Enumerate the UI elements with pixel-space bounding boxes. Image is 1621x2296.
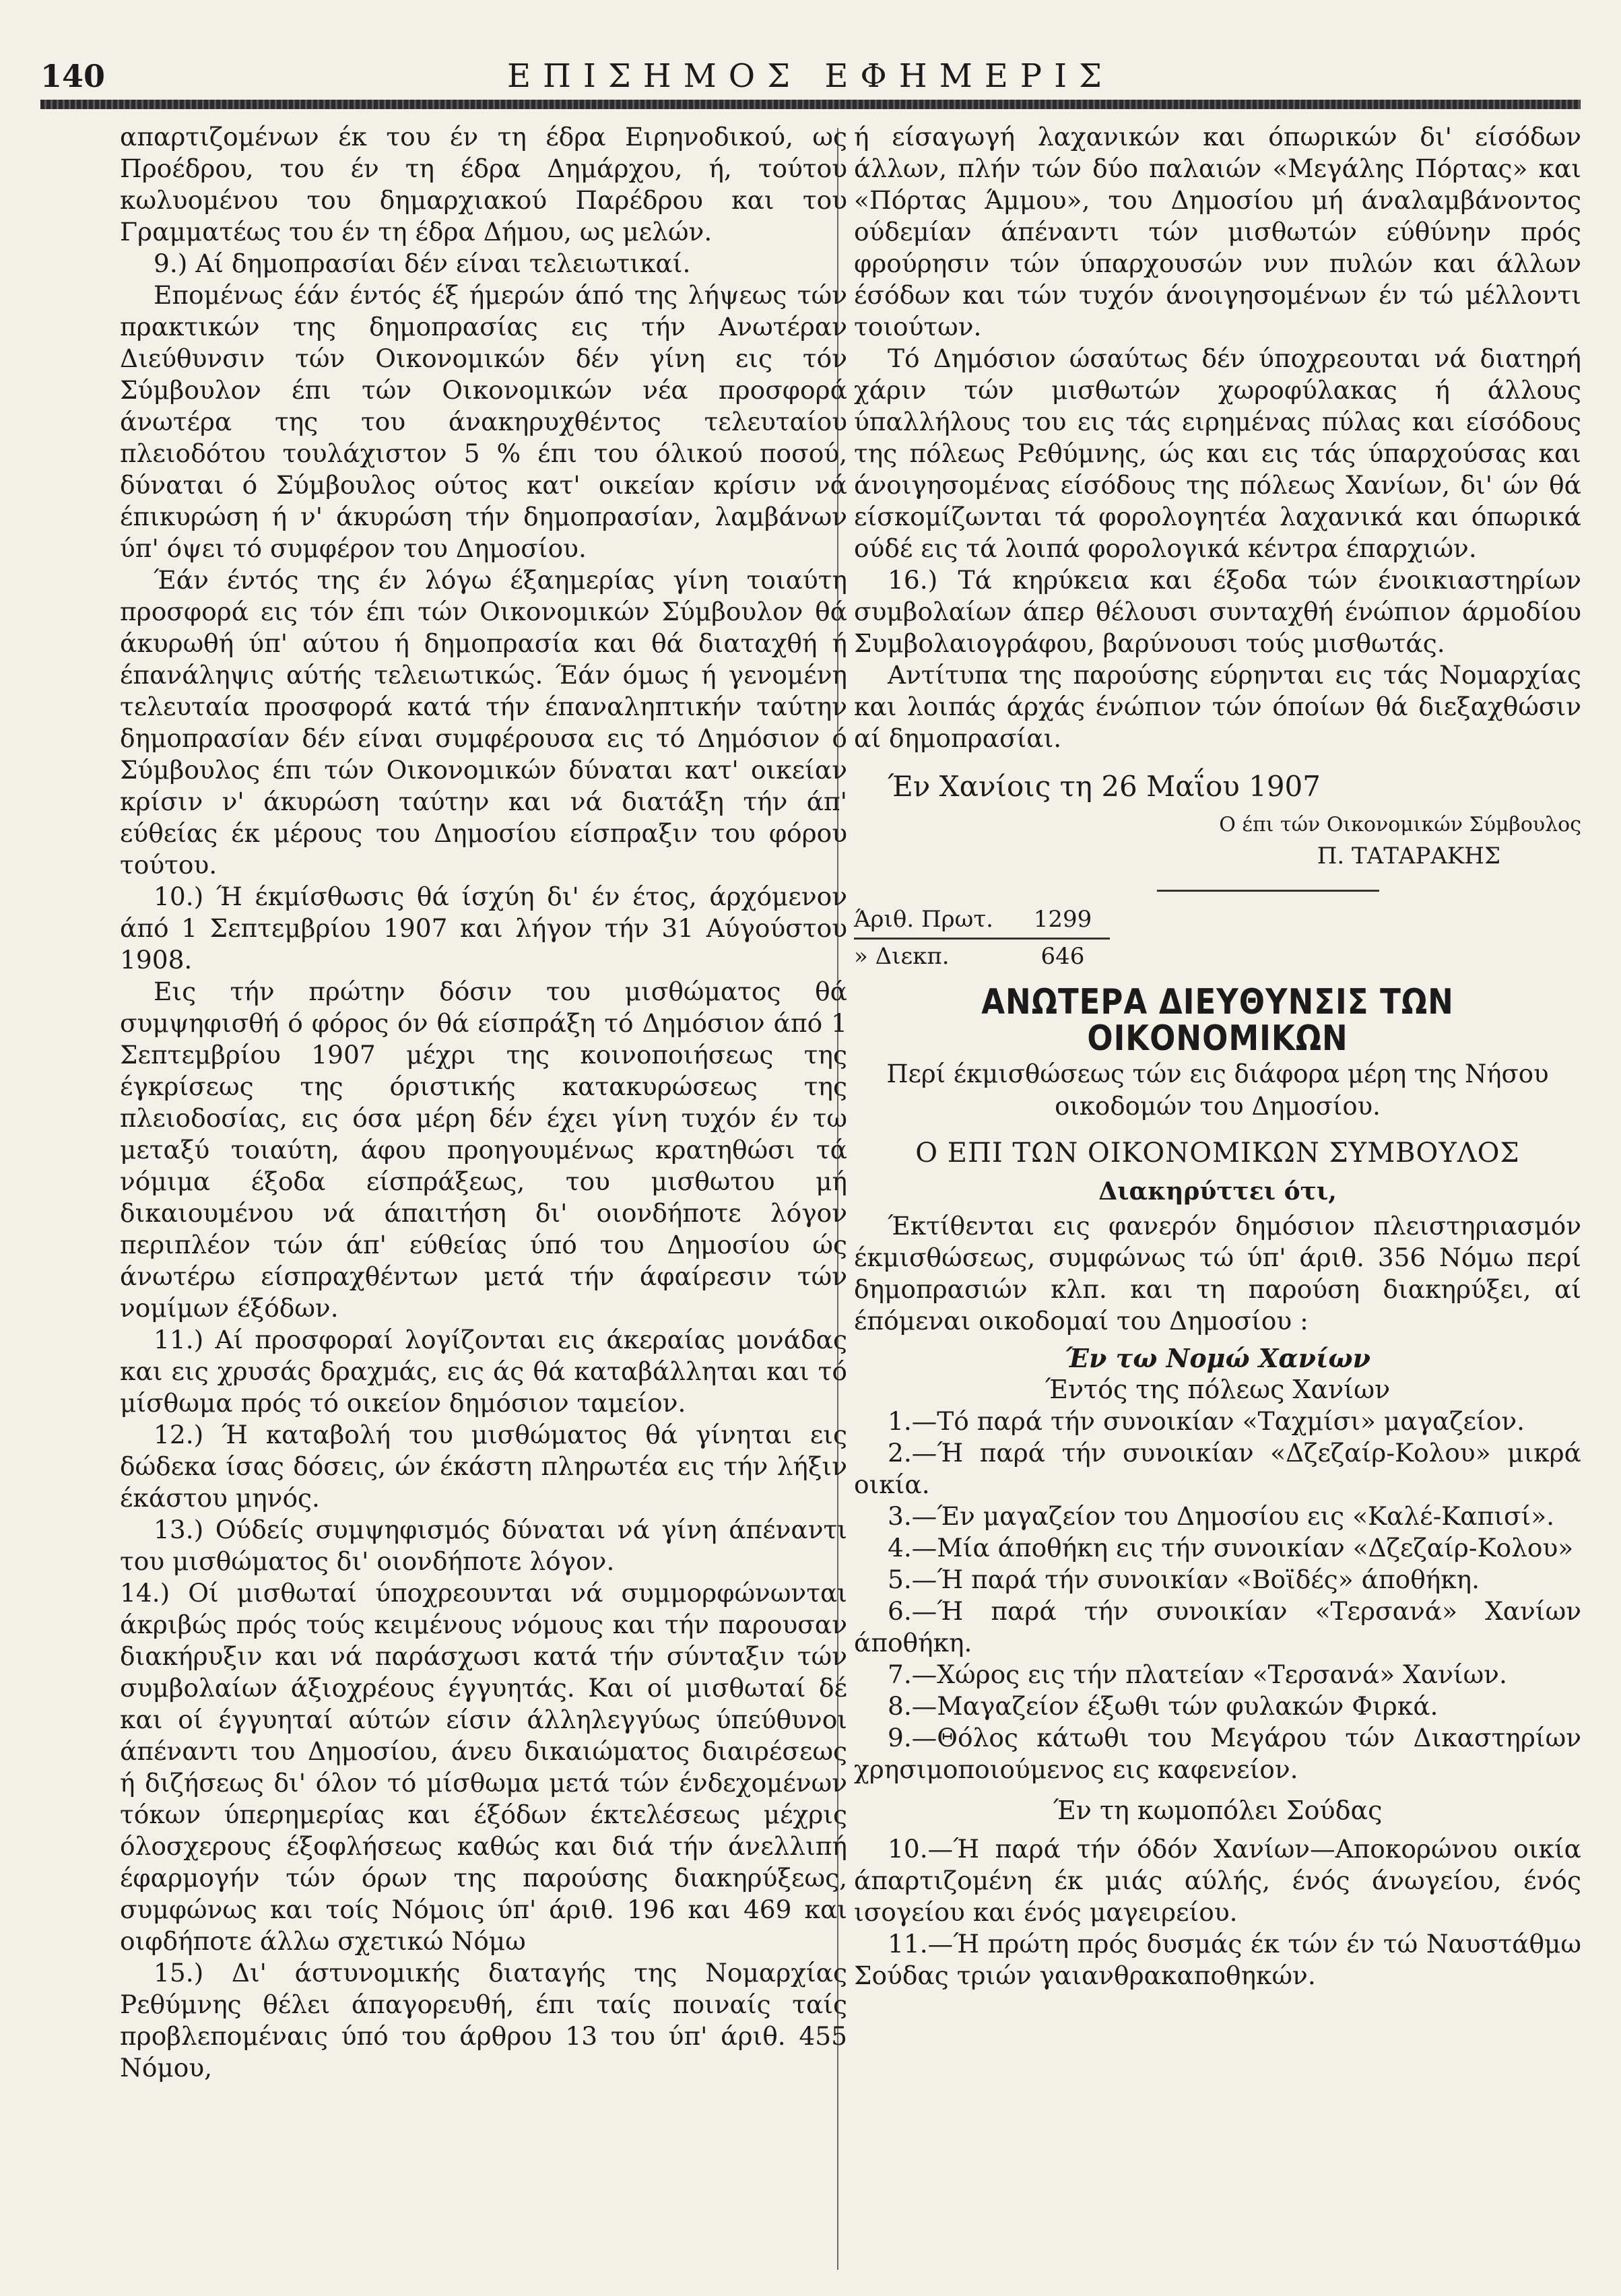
- nome-heading: Έν τω Νομώ Χανίων: [1065, 1343, 1370, 1373]
- header-rule: [40, 100, 1581, 109]
- paragraph: 5.—Ή παρά τήν συνοικίαν «Βοϊδές» άποθήκη.: [888, 1565, 1480, 1594]
- journal-title: ΕΠΙΣΗΜΟΣ ΕΦΗΜΕΡΙΣ: [507, 57, 1114, 95]
- page-number: 140: [40, 58, 106, 94]
- paragraph: απαρτιζομένων έκ του έν τη έδρα Ειρηνοδικού, ως Προέδρου, του έν τη έδρα Δημάρχου, ή, τούτου κωλυομένου του δημαρχιακού Παρέδρου και του Γραμματέως του έν τη έδρα Δήμου, ως μελών.: [120, 122, 847, 247]
- date-line: Έν Χανίοις τη 26 Μαΐου 1907: [888, 770, 1321, 803]
- property-list-chania: [854, 1406, 1581, 1785]
- intro-paragraph: Έκτίθενται εις φανερόν δημόσιον πλειστηριασμόν έκμισθώσεως, συμφώνως τώ ύπ' άριθ. 356 Νόμω περί δημοπρασιών κλπ. και τη παρούση διακηρύξει, αί έπόμεναι οικοδομαί του Δημοσίου :: [854, 1211, 1581, 1336]
- signer-name: Π. ΤΑΤΑΡΑΚΗΣ: [1317, 843, 1500, 870]
- paragraph: Έάν έντός της έν λόγω έξαημερίας γίνη τοιαύτη προσφορά εις τόν έπι τών Οικονομικών Σύμβουλον θά άκυρωθή ύπ' αύτου ή δημοπρασία και θά διαταχθή ή έπανάληψις αύτής τελειωτικώς. Έάν όμως ή γενομένη τελευταία προσφορά κατά τήν έπαναληπτικήν ταύτην δημοπρασίαν δέν είναι συμφέρουσα εις τό Δημόσιον ό Σύμβουλος έπι τών Οικονομικών δύναται κατ' οικείαν κρίσιν ν' άκυρώση ταύτην και νά διατάξη τήν άπ' εύθείας έκ μέρους του Δημοσίου είσπραξιν του φόρου τούτου.: [120, 565, 847, 880]
- paragraph: 1.—Τό παρά τήν συνοικίαν «Ταχμίσι» μαγαζείον.: [888, 1406, 1525, 1436]
- paragraph: 6.—Ή παρά τήν συνοικίαν «Τερσανά» Χανίων άποθήκη.: [854, 1596, 1581, 1658]
- paragraph: Τό Δημόσιον ώσαύτως δέν ύποχρεουται νά διατηρή χάριν τών μισθωτών χωροφύλακας ή άλλους ύπαλλήλους του εις τάς ειρημένας πύλας και είσόδους της πόλεως Ρεθύμνης, ώς και εις τάς ύπαρχούσας και άνοιγησομένας είσόδους της πόλεως Χανίων, δι' ών θά είσκομίζωνται τά φορολογητέα λαχανικά και όπωρικά ούδέ εις τά λοιπά φορολογικά κέντρα έπαρχιών.: [854, 343, 1581, 563]
- protocol-label: Άριθ. Πρωτ.: [854, 906, 993, 933]
- left-column: [120, 121, 847, 2084]
- paragraph: Αντίτυπα της παρούσης εύρηνται εις τάς Νομαρχίας και λοιπάς άρχάς ένώπιον τών όποίων θά διεξαχθώσιν αί δημοπρασίαι.: [854, 660, 1581, 753]
- paragraph: Επομένως έάν έντός έξ ήμερών άπό της λήψεως τών πρακτικών της δημοπρασίας εις τήν Ανωτέραν Διεύθυνσιν τών Οικονομικών δέν γίνη εις τόν Σύμβουλον έπι τών Οικονομικών νέα προσφορά άνωτέρα της του άνακηρυχθέντος τελευταίου πλειοδότου τουλάχιστον 5 % έπι του όλικού ποσού, δύναται ό Σύμβουλος ούτος κατ' οικείαν κρίσιν νά έπικυρώση ή ν' άκυρώση τήν δημοπρασίαν, λαμβάνων ύπ' όψει τό συμφέρον του Δημοσίου.: [120, 280, 847, 563]
- paragraph: ή είσαγωγή λαχανικών και όπωρικών δι' είσόδων άλλων, πλήν τών δύο παλαιών «Μεγάλης Πόρτας» και «Πόρτας Άμμου», του Δημοσίου μή άναλαμβάνοντος ούδεμίαν άπέναντι τών μισθωτών εύθύνην πρός φρούρησιν τών ύπαρχουσών νυν πυλών και άλλων έσόδων και τών τυχόν άνοιγησομένων έν τώ μέλλοντι τοιούτων.: [854, 122, 1581, 341]
- protocol-row: [854, 940, 1581, 973]
- separator-rule: [1157, 890, 1379, 892]
- paragraph: 11.—Ή πρώτη πρός δυσμάς έκ τών έν τώ Ναυστάθμω Σούδας τριών γαιανθρακαποθηκών.: [854, 1929, 1581, 1990]
- right-column: [854, 121, 1581, 1992]
- signer-title: Ο έπι τών Οικονομικών Σύμβουλος: [1219, 813, 1581, 837]
- paragraph: 15.) Δι' άστυνομικής διαταγής της Νομαρχίας Ρεθύμνης θέλει άπαγορευθή, έπι ταίς ποιναίς ταίς προβλεπομέναις ύπό του άρθρου 13 του ύπ' άριθ. 455 Νόμου,: [120, 1958, 847, 2082]
- section-subheading: Περί έκμισθώσεως τών εις διάφορα μέρη της Νήσου οικοδομών του Δημοσίου.: [886, 1059, 1549, 1121]
- paragraph: Εις τήν πρώτην δόσιν του μισθώματος θά συμψηφισθή ό φόρος όν θά είσπράξη τό Δημόσιον άπό 1 Σεπτεμβρίου 1907 μέχρι της κοινοποιήσεως της έγκρίσεως της όριστικής κατακυρώσεως της πλειοδοσίας, εις όσα μέρη δέν έχει γίνη τυχόν έν τω μεταξύ τοιαύτη, άφου προηγουμένως κρατηθώσι τά νόμιμα έξοδα είσπράξεως, του μισθωτου μή δικαιουμένου νά άπαιτήση δι' οιονδήποτε λόγον περιπλέον τών άπ' εύθείας ύπό του Δημοσίου ώς άνωτέρω είσπραχθέντων μετά τήν άφαίρεσιν τών νομίμων έξόδων.: [120, 977, 847, 1323]
- paragraph: 9.—Θόλος κάτωθι του Μεγάρου τών Δικαστηρίων χρησιμοποιούμενος εις καφενείον.: [854, 1723, 1581, 1784]
- property-list-suda: [854, 1833, 1581, 1992]
- paragraph: 11.) Αί προσφοραί λογίζονται εις άκεραίας μονάδας και εις χρυσάς δραχμάς, εις άς θά καταβάλληται και τό μίσθωμα πρός τό οικείον δημόσιον ταμείον.: [120, 1325, 847, 1418]
- paragraph: 10.) Ή έκμίσθωσις θά ίσχύη δι' έν έτος, άρχόμενον άπό 1 Σεπτεμβρίου 1907 και λήγον τήν 31 Αύγούστου 1908.: [120, 882, 847, 975]
- paragraph: 12.) Ή καταβολή του μισθώματος θά γίνηται εις δώδεκα ίσας δόσεις, ών έκάστη πληρωτέα εις τήν λήξιν έκάστου μηνός.: [120, 1420, 847, 1513]
- paragraph: 14.) Οί μισθωταί ύποχρεουνται νά συμμορφώνωνται άκριβώς πρός τούς κειμένους νόμους και τήν παρουσαν διακήρυξιν και νά παράσχωσι κατά τήν σύνταξιν τών συμβολαίων άξιοχρέους έγγυητάς. Και οί μισθωταί δέ και οί έγγυηταί αύτών είσιν άλληλεγγύως ύπεύθυνοι άπέναντι του Δημοσίου, άνευ δικαιώματος διαιρέσεως ή διζήσεως δι' όλον τό μίσθωμα μετά τών ένδεχομένων τόκων ύπερημερίας και έξόδων έκτελέσεως μέχρις όλοσχερους έξοφλήσεως καθώς και διά τήν άνελλιπή έφαρμογήν τών όρων της παρούσης διακηρύξεως, συμφώνως και τοίς Νόμοις ύπ' άριθ. 196 και 469 και οιφδήποτε άλλω σχετικώ Νόμω: [120, 1578, 847, 1956]
- protocol-value: 1299: [1033, 906, 1092, 933]
- town-heading: Έντός της πόλεως Χανίων: [1045, 1375, 1391, 1404]
- right-paragraphs: [854, 121, 1581, 754]
- section-heading: ΑΝΩΤΕΡΑ ΔΙΕΥΘΥΝΣΙΣ ΤΩΝ ΟΙΚΟΝΟΜΙΚΩΝ: [981, 981, 1454, 1059]
- protocol-value: 646: [1040, 943, 1085, 970]
- paragraph: 3.—Έν μαγαζείον του Δημοσίου εις «Καλέ-Καπισί».: [888, 1501, 1555, 1531]
- paragraph: 10.—Ή παρά τήν όδόν Χανίων—Αποκορώνου οικία άπαρτιζομένη έκ μιάς αύλής, ένός άνωγείου, ένός ισογείου και ένός μαγειρείου.: [854, 1834, 1581, 1927]
- protocol-row: [854, 903, 1581, 936]
- paragraph: 7.—Χώρος εις τήν πλατείαν «Τερσανά» Χανίων.: [888, 1660, 1507, 1689]
- paragraph: 8.—Μαγαζείον έξωθι τών φυλακών Φιρκά.: [888, 1691, 1438, 1721]
- protocol-label: » Διεκπ.: [854, 943, 950, 970]
- page-header: [40, 53, 1581, 100]
- paragraph: 2.—Ή παρά τήν συνοικίαν «Δζεζαίρ-Κολου» μικρά οικία.: [854, 1438, 1581, 1499]
- council-title: Ο ΕΠΙ ΤΩΝ ΟΙΚΟΝΟΜΙΚΩΝ ΣΥΜΒΟΥΛΟΣ: [915, 1138, 1520, 1169]
- paragraph: 16.) Τά κηρύκεια και έξοδα τών ένοικιαστηρίων συμβολαίων άπερ θέλουσι συνταχθή ένώπιον άρμοδίου Συμβολαιογράφου, βαρύνουσι τούς μισθωτάς.: [854, 565, 1581, 658]
- paragraph: 13.) Ούδείς συμψηφισμός δύναται νά γίνη άπέναντι του μισθώματος δι' οιονδήποτε λόγον.: [120, 1515, 847, 1576]
- paragraph: 9.) Αί δημοπρασίαι δέν είναι τελειωτικαί.: [154, 249, 691, 278]
- suda-heading: Έν τη κωμοπόλει Σούδας: [1053, 1796, 1383, 1825]
- paragraph: 4.—Μία άποθήκη εις τήν συνοικίαν «Δζεζαίρ-Κολου»: [888, 1533, 1574, 1563]
- declares-line: Διακηρύττει ότι,: [1098, 1177, 1337, 1206]
